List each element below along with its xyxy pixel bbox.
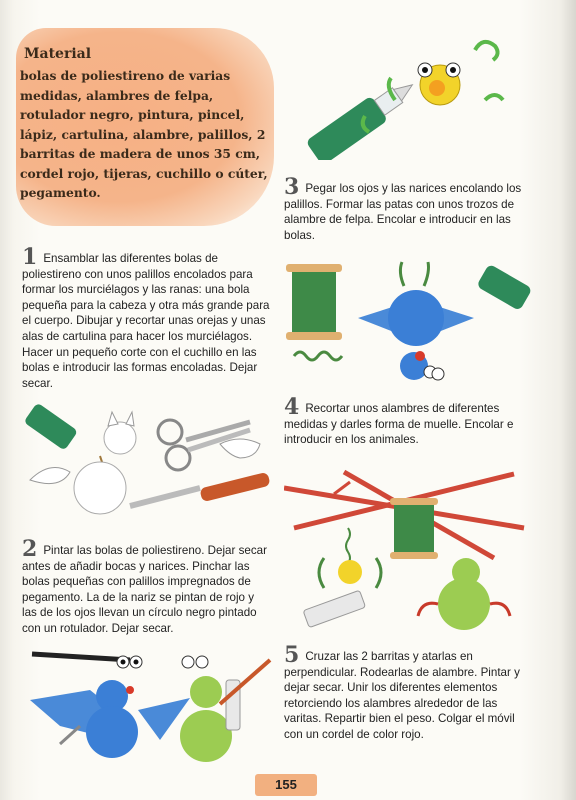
step-4	[284, 394, 534, 448]
material-title: Material	[24, 46, 92, 62]
step-3	[284, 174, 530, 243]
step-3-illustration	[284, 256, 554, 396]
step-2-illustration	[20, 640, 275, 770]
step-2	[22, 536, 272, 637]
step-1-illustration	[20, 400, 275, 530]
step-1	[22, 244, 270, 391]
step-1-number: 1	[22, 244, 38, 270]
step-5	[284, 642, 534, 743]
step-2-text: Pintar las bolas de poliestireno. Dejar secar antes de añadir bocas y narices. Pinchar las bolas pequeñas con palillos impregnados de pegamento. La de la nariz se pintan de rojo y las de los ojos llevan un círculo negro pintado con un rotulador. Dejar secar.	[22, 544, 267, 635]
step-5-number: 5	[284, 642, 300, 668]
step-3-text: Pegar los ojos y las narices encolando los palillos. Formar las patas con unos trozos de alambre de felpa. Encolar e introducir en las bolas.	[284, 182, 522, 242]
step-4-text: Recortar unos alambres de diferentes medidas y darles forma de muelle. Encolar e introducir en los animales.	[284, 402, 514, 447]
step-3-number: 3	[284, 174, 300, 200]
material-text: bolas de poliestireno de varias medidas, alambres de felpa, rotulador negro, pintura, pincel, lápiz, cartulina, alambre, palillos, 2 barritas de madera de unos 35 cm, cordel rojo, tijeras, cuchillo o cúter, pegamento.	[20, 68, 268, 200]
step-4-number: 4	[284, 394, 300, 420]
step-4-illustration	[284, 468, 554, 648]
glue-and-frog-illustration	[285, 30, 555, 160]
step-5-text: Cruzar las 2 barritas y atarlas en perpendicular. Rodearlas de alambre. Pintar y dejar secar. Unir los diferentes elementos retorciendo los alambres alrededor de las varitas. Repartir bien el peso. Colgar el móvil con un cordel de color rojo.	[284, 650, 520, 741]
step-2-number: 2	[22, 536, 38, 562]
step-1-text: Ensamblar las diferentes bolas de poliestireno con unos palillos encolados para formar los murciélagos y las ranas: una bola pequeña para la cabeza y otra más grande para el cuerpo. Dibujar y recortar unas orejas y unas alas de cartulina para hacer los murciélagos. Hacer un pequeño corte con el cuchillo en las bolas e introducir las formas encoladas. Dejar secar.	[22, 252, 270, 390]
material-box	[16, 28, 274, 226]
page-number: 155	[255, 774, 317, 796]
